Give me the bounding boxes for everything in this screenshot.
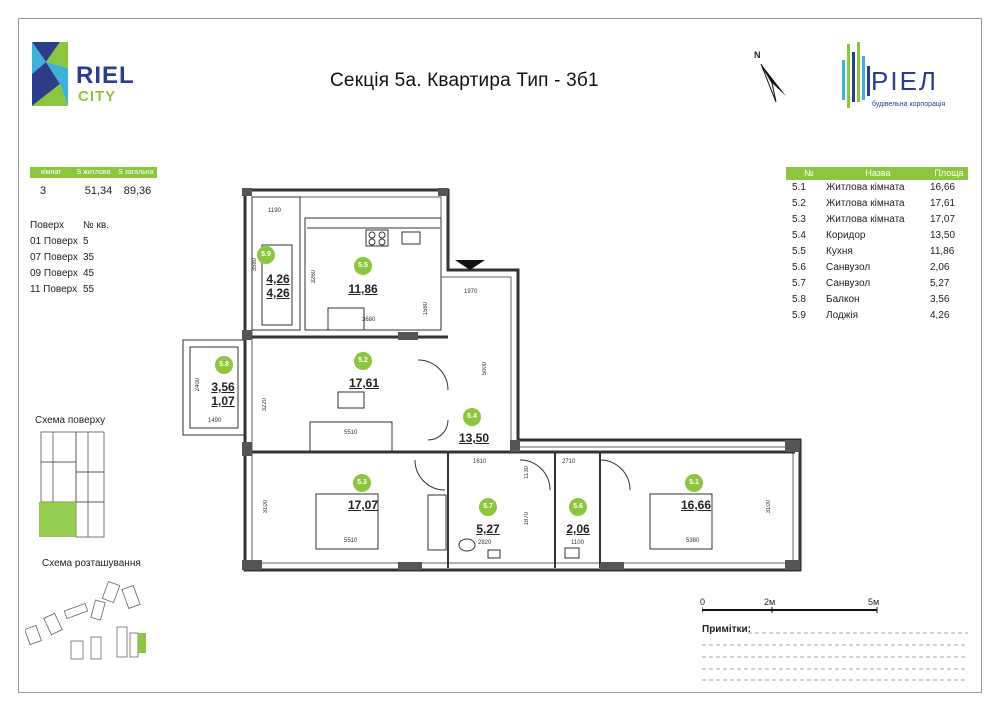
- dimension-label: 3100: [263, 500, 269, 514]
- floor-row: 01 Поверх: [30, 236, 78, 247]
- room-name: Житлова кімната: [826, 198, 905, 209]
- dimension-label: 2400: [195, 378, 201, 392]
- rooms-header-number: №: [804, 168, 814, 178]
- logo-left-line1: RIEL: [76, 62, 135, 89]
- room-area-5-3: 17,07: [347, 498, 379, 512]
- location-scheme-map: [25, 575, 155, 670]
- room-number: 5.9: [792, 310, 806, 321]
- floor-row: 07 Поверх: [30, 252, 78, 263]
- apt-number: 55: [83, 284, 95, 295]
- logo-right-tagline: будівельна корпорація: [872, 101, 946, 108]
- room-area: 17,07: [930, 214, 956, 225]
- room-number: 5.5: [792, 246, 806, 257]
- floor-scheme-map: [33, 430, 108, 545]
- room-name: Санвузол: [826, 262, 871, 273]
- location-scheme-label: Схема розташування: [42, 558, 141, 569]
- dimension-label: 3680: [362, 317, 376, 323]
- dimension-label: 1190: [268, 208, 281, 214]
- room-badge-5-4: 5.4: [463, 408, 481, 426]
- apt-number: 5: [83, 236, 89, 247]
- summary-value-living: 51,34: [84, 185, 113, 197]
- summary-header-living: S житлова: [76, 169, 111, 176]
- room-badge-5-6: 5.6: [569, 498, 587, 516]
- room-area: 16,66: [930, 182, 956, 193]
- room-number: 5.2: [792, 198, 806, 209]
- room-badge-5-9: 5.9: [257, 246, 275, 264]
- dimension-label: 1490: [208, 418, 222, 424]
- room-name: Балкон: [826, 294, 860, 305]
- room-area-5-9-value: 4,26: [266, 272, 290, 286]
- room-area: 11,86: [930, 246, 955, 257]
- room-area-5-9: [262, 272, 294, 300]
- summary-header-total: S загальна: [118, 169, 154, 176]
- scale-label-0: 0: [700, 597, 706, 607]
- dimension-label: 2710: [562, 459, 576, 465]
- summary-value-total: 89,36: [123, 185, 152, 197]
- room-name: Санвузол: [826, 278, 871, 289]
- dimension-label: 3580: [252, 258, 258, 272]
- room-name: Житлова кімната: [826, 214, 905, 225]
- room-number: 5.8: [792, 294, 806, 305]
- room-badge-5-2: 5.2: [354, 352, 372, 370]
- dimension-label: 1970: [464, 289, 478, 295]
- room-badge-5-7: 5.7: [479, 498, 497, 516]
- room-badge-5-8: 5.8: [215, 356, 233, 374]
- logo-right-name: РІЕЛ: [871, 66, 938, 96]
- room-area: 4,26: [930, 310, 950, 321]
- room-name: Лоджія: [826, 310, 859, 321]
- room-area: 3,56: [930, 294, 950, 305]
- room-name: Кухня: [826, 246, 853, 257]
- room-number: 5.7: [792, 278, 806, 289]
- room-area-5-8: [204, 380, 242, 408]
- rooms-header-area: Площа: [934, 168, 964, 178]
- apt-number: 45: [83, 268, 95, 279]
- dimension-label: 1580: [423, 302, 429, 316]
- room-area-5-2: 17,61: [348, 376, 380, 390]
- room-area-5-6: 2,06: [566, 522, 590, 536]
- floors-header-apt: № кв.: [83, 220, 109, 231]
- dimension-label: 3220: [262, 398, 268, 412]
- room-badge-5-5: 5.5: [354, 257, 372, 275]
- dimension-label: 2820: [478, 540, 492, 546]
- notes-label: Примітки:: [702, 624, 751, 635]
- floor-scheme-label: Схема поверху: [35, 415, 106, 426]
- dimension-label: 1870: [524, 512, 530, 526]
- scale-label-2: 2м: [764, 597, 776, 607]
- room-area: 2,06: [930, 262, 950, 273]
- room-area-5-8-value2: 1,07: [211, 394, 235, 408]
- room-number: 5.4: [792, 230, 806, 241]
- dimension-label: 5510: [344, 538, 358, 544]
- room-name: Коридор: [826, 230, 866, 241]
- room-badge-5-3: 5.3: [353, 474, 371, 492]
- logo-left-line2: CITY: [78, 88, 117, 105]
- room-number: 5.3: [792, 214, 806, 225]
- dimension-label: 3100: [766, 500, 772, 514]
- north-label: N: [754, 50, 761, 60]
- scale-bar: [700, 597, 880, 627]
- room-area: 17,61: [930, 198, 956, 209]
- rooms-header-name: Назва: [865, 168, 891, 178]
- room-area-5-5: 11,86: [348, 282, 378, 296]
- apt-number: 35: [83, 252, 95, 263]
- room-number: 5.1: [792, 182, 806, 193]
- room-area-5-4: 13,50: [458, 431, 490, 445]
- scale-label-5: 5м: [868, 597, 880, 607]
- dimension-label: 5380: [686, 538, 700, 544]
- dimension-label: 1100: [571, 540, 584, 546]
- dimension-label: 5510: [344, 430, 358, 436]
- summary-value-rooms: 3: [40, 185, 47, 197]
- room-name: Житлова кімната: [826, 182, 905, 193]
- floor-row: 11 Поверх: [30, 284, 78, 295]
- floors-header-floor: Поверх: [30, 220, 64, 231]
- room-area-5-8-value: 3,56: [211, 380, 235, 394]
- floor-row: 09 Поверх: [30, 268, 78, 279]
- notes-lines: [700, 628, 970, 683]
- room-area-5-9-value2: 4,26: [266, 286, 290, 300]
- room-badge-5-1: 5.1: [685, 474, 703, 492]
- summary-header-rooms: кімнат: [41, 169, 62, 176]
- page-title: Секція 5а. Квартира Тип - 3б1: [330, 70, 599, 91]
- dimension-label: 1130: [524, 466, 530, 479]
- room-number: 5.6: [792, 262, 806, 273]
- room-area: 5,27: [930, 278, 950, 289]
- room-area-5-7: 5,27: [476, 522, 500, 536]
- room-area-5-1: 16,66: [680, 498, 712, 512]
- dimension-label: 5000: [482, 362, 488, 376]
- dimension-label: 3260: [311, 270, 317, 284]
- dimension-label: 1610: [473, 459, 487, 465]
- room-area: 13,50: [930, 230, 956, 241]
